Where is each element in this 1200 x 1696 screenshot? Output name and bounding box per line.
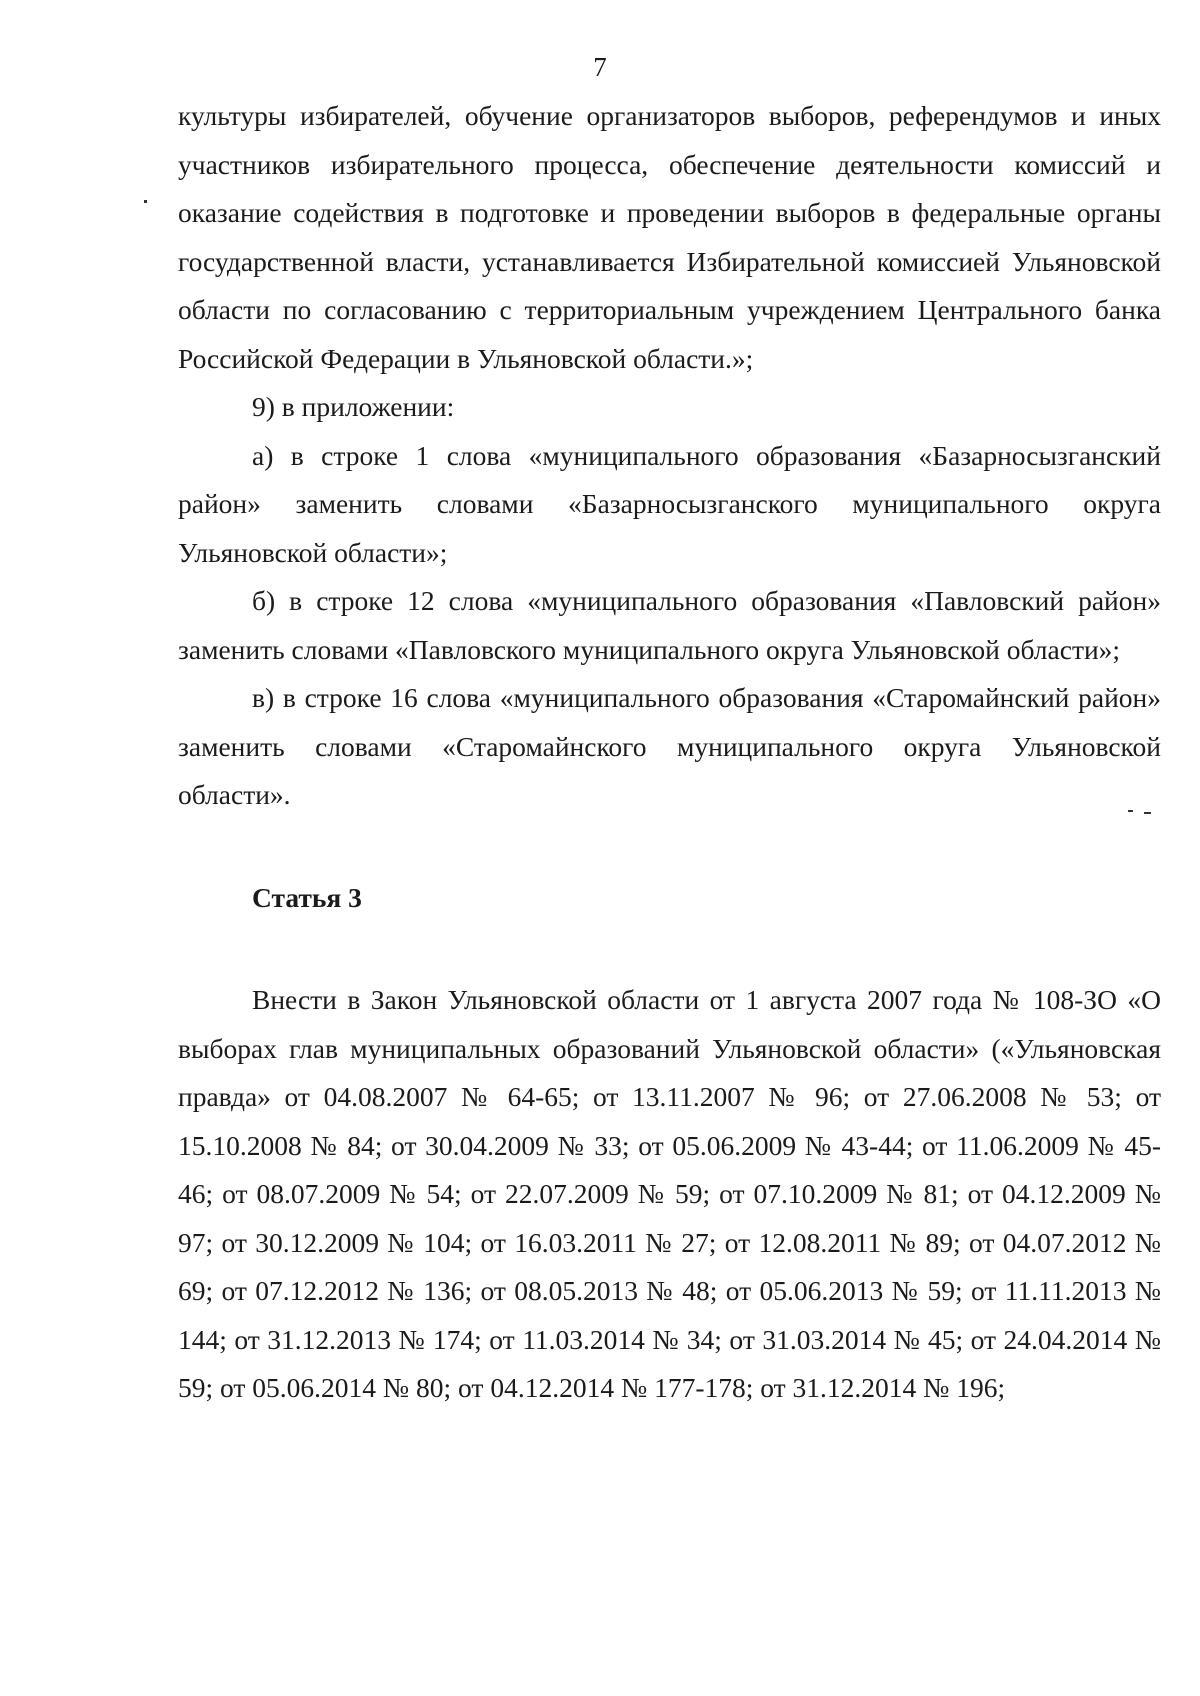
subitem-a: а) в строке 1 слова «муниципального образования «Базарносызганский район» заменить словами «Базарносызганского муниципального округа Ульяновской области»;	[178, 439, 1161, 568]
scan-speck	[144, 200, 147, 203]
subitem-v: в) в строке 16 слова «муниципального образования «Старомайнский район» заменить словами «Старомайнского муниципального округа Ульяновской области».	[178, 682, 1161, 810]
scan-speck	[1144, 812, 1151, 814]
page-number: 7	[593, 52, 607, 82]
subitem-b: б) в строке 12 слова «муниципального образования «Павловский район» заменить словами «Павловского муниципального округа Ульяновской области»;	[178, 585, 1161, 665]
scan-speck	[1128, 810, 1133, 812]
article-heading: Статья 3	[252, 881, 362, 913]
document-body	[178, 92, 1161, 1413]
item-9-appendix: 9) в приложении:	[252, 391, 455, 422]
article-3-paragraph: Внести в Закон Ульяновской области от 1 августа 2007 года № 108-ЗО «О выборах глав муниципальных образований Ульяновской области» («Ульяновская правда» от 04.08.2007 № 64-65; от 13.11.2007 № 96; от 27.06.2008 № 53; от 15.10.2008 № 84; от 30.04.2009 № 33; от 05.06.2009 № 43-44; от 11.06.2009 № 45-46; от 08.07.2009 № 54; от 22.07.2009 № 59; от 07.10.2009 № 81; от 04.12.2009 № 97; от 30.12.2009 № 104; от 16.03.2011 № 27; от 12.08.2011 № 89; от 04.07.2012 № 69; от 07.12.2012 № 136; от 08.05.2013 № 48; от 05.06.2013 № 59; от 11.11.2013 № 144; от 31.12.2013 № 174; от 11.03.2014 № 34; от 31.03.2014 № 45; от 24.04.2014 № 59; от 05.06.2014 № 80; от 04.12.2014 № 177-178; от 31.12.2014 № 196;	[178, 984, 1161, 1403]
continued-paragraph: культуры избирателей, обучение организаторов выборов, референдумов и иных участников избирательного процесса, обеспечение деятельности комиссий и оказание содействия в подготовке и проведении выборов в федеральные органы государственной власти, устанавливается Избирательной комиссией Ульяновской области по согласованию с территориальным учреждением Центрального банка Российской Федерации в Ульяновской области.»;	[178, 100, 1161, 374]
spacer	[178, 820, 1161, 874]
spacer	[178, 922, 1161, 976]
